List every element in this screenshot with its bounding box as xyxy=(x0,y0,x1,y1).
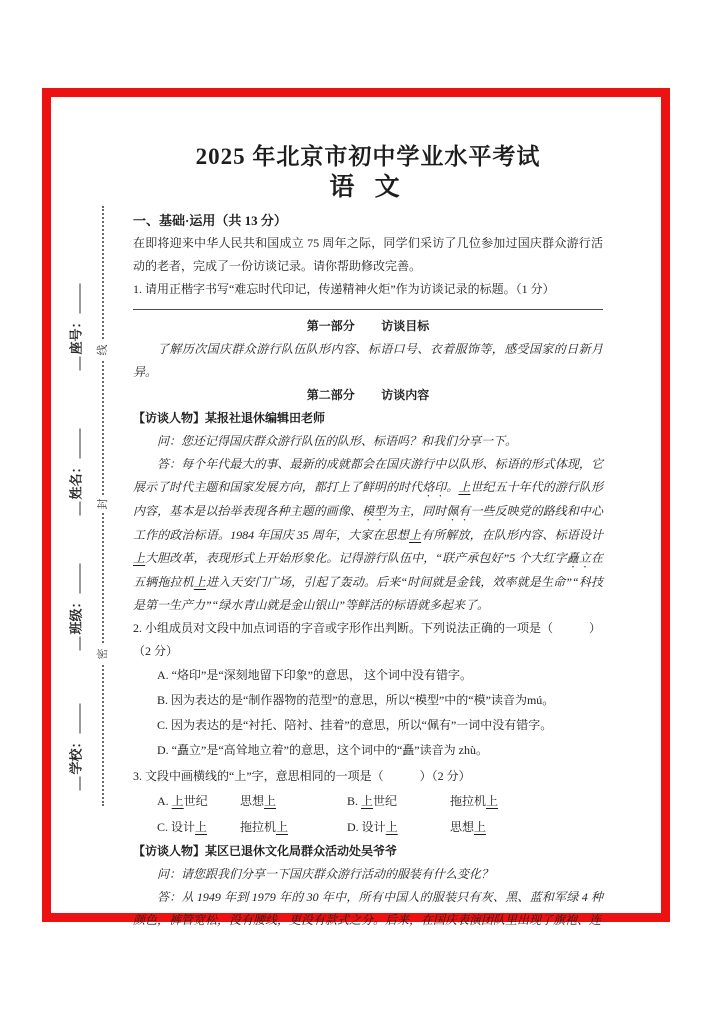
intro-paragraph: 在即将迎来中华人民共和国成立 75 周年之际，同学们采访了几位参加过国庆群众游行活动的老者，完成了一份访谈记录。请你帮助修改完善。 xyxy=(133,236,603,273)
name-blank-short xyxy=(68,502,80,516)
q2-option-d: D. “矗立”是“高耸地立着”的意思，这个词中的“矗”读音为 zhù。 xyxy=(157,743,488,757)
section-heading: 一、基础·运用（共 13 分） xyxy=(133,213,287,228)
answer-seg: 在五辆拖拉机 xyxy=(133,551,603,589)
part2-heading xyxy=(133,384,603,407)
q2-option-c: C. 因为表达的是“衬托、陪衬、挂着”的意思，所以“佩有”一词中没有错字。 xyxy=(157,718,553,732)
class-label: 班级： xyxy=(68,595,84,635)
answer-seg: 有所解放，在队形内容、标语设计 xyxy=(421,528,603,542)
q3-option-c xyxy=(157,814,240,840)
answer-seg-dotted: 模型 xyxy=(361,504,387,518)
interview1-question: 问：您还记得国庆群众游行队伍的队形、标语吗？和我们分享一下。 xyxy=(157,434,518,448)
class-blank-short xyxy=(68,637,80,651)
q3-option-c-term2: 拖拉机上 xyxy=(240,820,289,834)
q3-options-row1 xyxy=(133,788,603,814)
q3-option-d-label: D. xyxy=(347,820,359,834)
seat-blank-short xyxy=(68,357,80,371)
seal-char-mi: 密 xyxy=(96,645,110,663)
answer-line xyxy=(133,301,603,310)
q2-option-b: B. 因为表达的是“制作器物的范型”的意思，所以“模型”中的“模”读音为mú。 xyxy=(157,693,555,707)
part1-body: 了解历次国庆群众游行队伍队形内容、标语口号、衣着服饰等，感受国家的日新月异。 xyxy=(133,342,603,379)
answer-seg-underlined: 上 xyxy=(408,528,422,542)
q3-option-b xyxy=(347,788,450,814)
name-label: 姓名： xyxy=(68,460,84,500)
answer-seg: 大胆改革，表现形式上开始形象化。记得游行队伍中，“联产承包好”5 个大红字 xyxy=(145,551,567,565)
answer-seg: 进入天安门广场，引起了轰动。后来“时间就是金钱，效率就是生命”“科技是第一生产力”“绿水青山就是金山银山”等鲜活的标语就多起来了。 xyxy=(133,575,603,612)
class-field xyxy=(66,563,85,650)
interview1-answer xyxy=(133,453,603,617)
seal-char-feng: 封 xyxy=(96,495,110,513)
answer-seg-dotted: 佩有 xyxy=(446,504,471,518)
q3-option-c-term1: 设计上 xyxy=(171,820,208,834)
part2-number: 第二部分 xyxy=(306,388,355,402)
answer-seg: 为主，同时 xyxy=(386,504,447,518)
school-blank-short xyxy=(68,777,80,791)
interview2-answer: 答：从 1949 年到 1979 年的 30 年中，所有中国人的服装只有灰、黑、蓝和军绿 4 种颜色，裤管宽松，没有腰线，更没有款式之分。后来，在国庆表演团队里出现了旗袍、连 xyxy=(133,890,603,927)
part1-number: 第一部分 xyxy=(306,319,355,333)
answer-seg-dotted: 烙印 xyxy=(422,480,447,494)
name-blank-long xyxy=(68,428,80,458)
answer-seg-underlined: 上 xyxy=(458,480,471,494)
q3-option-a-label: A. xyxy=(157,794,169,808)
part1-heading xyxy=(133,315,603,338)
q3-option-a xyxy=(157,788,240,814)
seat-number-field xyxy=(66,283,85,370)
seat-label: 座号： xyxy=(68,315,84,355)
question-2-stem-line1: 2. 小组成员对文段中加点词语的字音或字形作出判断。下列说法正确的一项是（ ） xyxy=(133,621,602,635)
answer-seg: 。 xyxy=(446,480,459,494)
q3-option-b-label: B. xyxy=(347,794,359,808)
interview2-question: 问：请您跟我们分享一下国庆群众游行活动的服装有什么变化？ xyxy=(157,867,494,881)
exam-subject: 语 文 xyxy=(329,174,407,201)
q3-option-d xyxy=(347,814,450,840)
seal-char-xian: 线 xyxy=(96,341,110,359)
question-2-stem-line2: （2 分） xyxy=(133,644,179,658)
q3-option-a-term2: 思想上 xyxy=(240,794,277,808)
answer-seg-underlined: 上 xyxy=(193,575,206,589)
school-blank-long xyxy=(68,703,80,733)
class-blank-long xyxy=(68,563,80,593)
part1-title: 访谈目标 xyxy=(381,319,430,333)
question-3-stem: 3. 文段中画横线的“上”字，意思相同的一项是（ ）（2 分） xyxy=(133,769,471,783)
answer-seg-underlined: 上 xyxy=(133,551,146,565)
q3-options-row2 xyxy=(133,814,603,840)
interview1-person: 【访谈人物】某报社退休编辑田老师 xyxy=(133,411,326,425)
q3-option-d-term2: 思想上 xyxy=(450,820,487,834)
interview2-person: 【访谈人物】某区已退休文化局群众活动处吴爷爷 xyxy=(133,844,398,858)
answer-seg: 世纪五十年代的游行队形内容，基本是以抬举表现各种主题的画像、 xyxy=(133,480,603,518)
seat-blank-long xyxy=(68,283,80,313)
answer-seg: 答：每个年代最大的事、最新的成就都会在国庆游行中以队形、标语的形式体现，它展示了时代主题和国家发展方向，都打上了鲜明的时代 xyxy=(133,457,603,494)
school-label: 学校： xyxy=(68,735,84,775)
answer-seg: 一些反映党的路线和中心工作的政治标语。1984 年国庆 35 周年，大家在思想 xyxy=(133,504,603,542)
school-field xyxy=(66,703,85,790)
exam-paper-content xyxy=(133,142,603,932)
q3-option-c-label: C. xyxy=(157,820,169,834)
answer-seg-dotted: 矗立 xyxy=(566,551,591,565)
q3-option-b-term1: 上世纪 xyxy=(361,794,398,808)
exam-title: 2025 年北京市初中学业水平考试 xyxy=(195,144,541,169)
q3-option-b-term2: 拖拉机上 xyxy=(450,794,499,808)
name-field xyxy=(66,428,85,515)
q3-option-d-term1: 设计上 xyxy=(361,820,398,834)
question-1-stem: 1. 请用正楷字书写“难忘时代印记，传递精神火炬”作为访谈记录的标题。（1 分） xyxy=(133,282,555,296)
q3-option-a-term1: 上世纪 xyxy=(171,794,208,808)
part2-title: 访谈内容 xyxy=(381,388,430,402)
q2-option-a: A. “烙印”是“深刻地留下印象”的意思， 这个词中没有错字。 xyxy=(157,668,472,682)
